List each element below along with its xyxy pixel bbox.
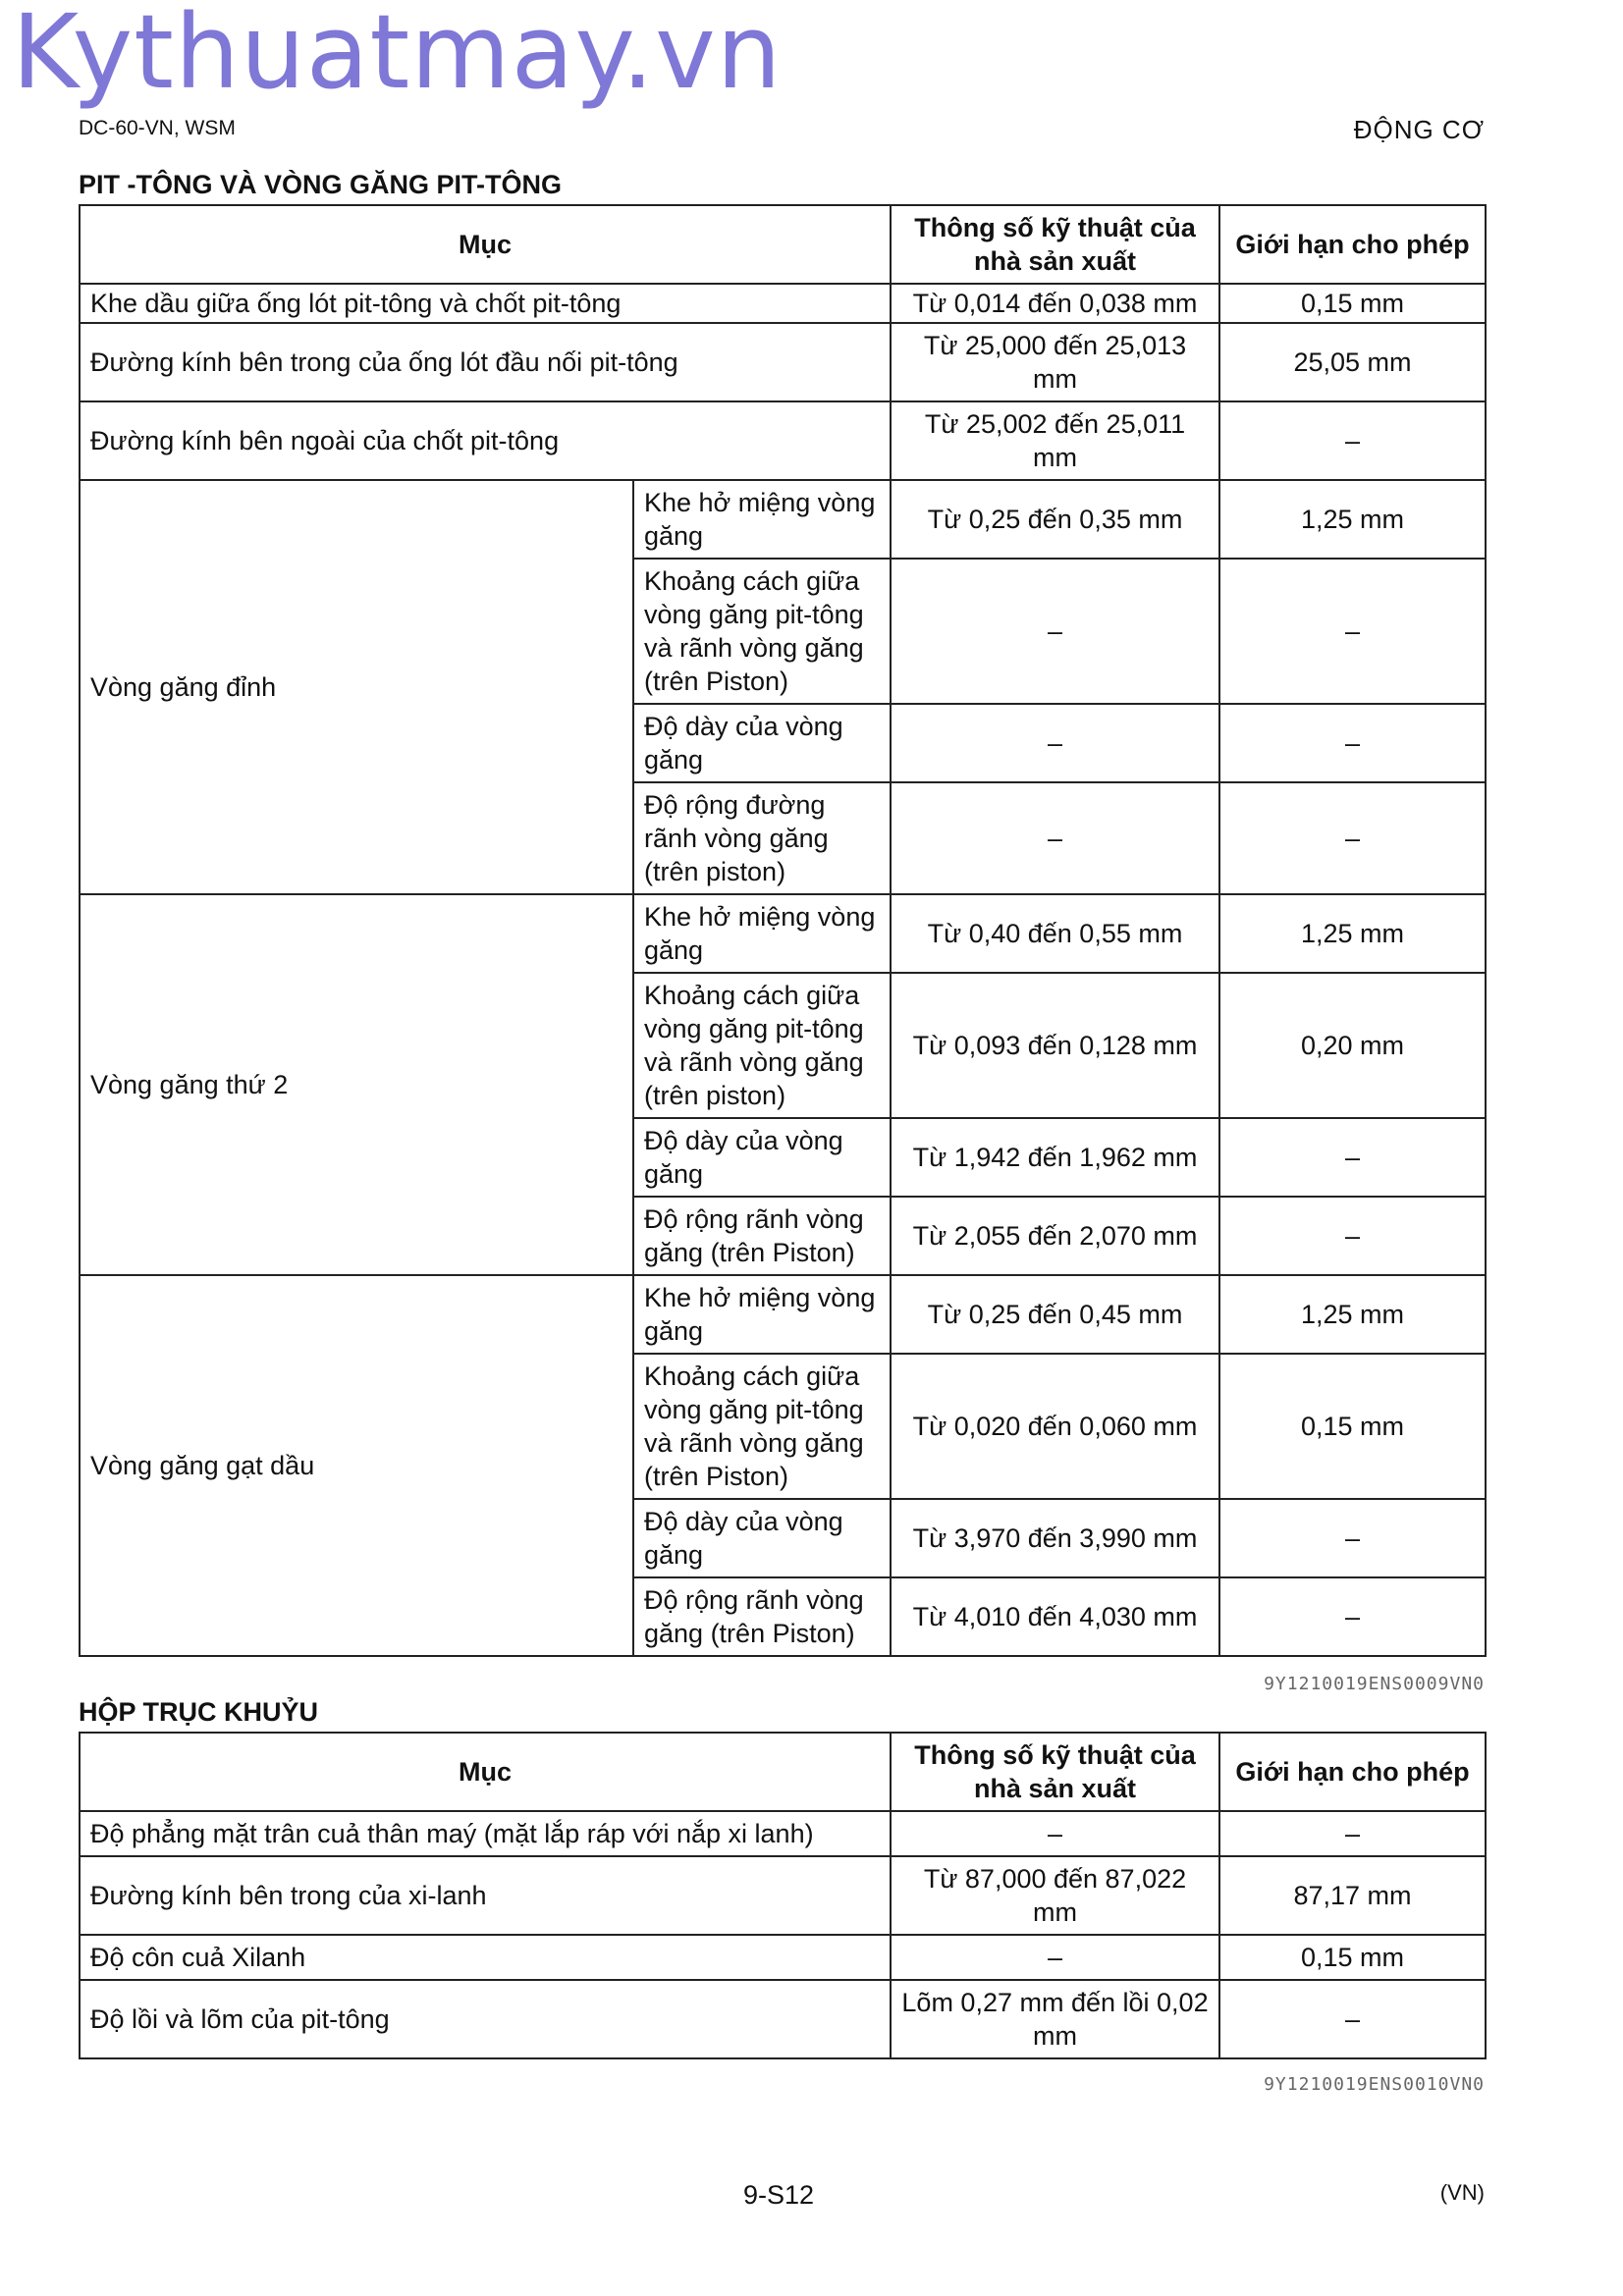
row-item: Độ côn cuả Xilanh <box>80 1935 891 1980</box>
row-item: Khe dầu giữa ống lót pit-tông và chốt pit-tông <box>80 284 891 323</box>
sub-spec: Từ 2,055 đến 2,070 mm <box>891 1197 1219 1275</box>
table-header-row <box>80 1733 1486 1811</box>
sub-limit: – <box>1219 1197 1486 1275</box>
row-item: Độ lồi và lõm của pit-tông <box>80 1980 891 2058</box>
row-limit: 0,15 mm <box>1219 1935 1486 1980</box>
sub-spec: Từ 0,020 đến 0,060 mm <box>891 1354 1219 1499</box>
sub-limit: – <box>1219 782 1486 894</box>
sub-limit: – <box>1219 1577 1486 1656</box>
row-spec: Từ 25,000 đến 25,013 mm <box>891 323 1219 401</box>
table-header-row <box>80 205 1486 284</box>
sub-spec: – <box>891 559 1219 704</box>
table-row <box>80 1935 1486 1980</box>
sub-item: Độ rộng đường rãnh vòng găng (trên piston) <box>633 782 891 894</box>
row-spec: Từ 87,000 đến 87,022 mm <box>891 1856 1219 1935</box>
group-label-second-ring: Vòng găng thứ 2 <box>80 894 633 1275</box>
section1-code: 9Y1210019ENS0009VN0 <box>1264 1674 1485 1694</box>
sub-spec: Từ 0,25 đến 0,45 mm <box>891 1275 1219 1354</box>
sub-item: Khoảng cách giữa vòng găng pit-tông và rãnh vòng găng (trên piston) <box>633 973 891 1118</box>
row-limit: – <box>1219 1980 1486 2058</box>
col-header-spec: Thông số kỹ thuật của nhà sản xuất <box>891 1733 1219 1811</box>
col-header-limit: Giới hạn cho phép <box>1219 1733 1486 1811</box>
col-header-item: Mục <box>80 1733 891 1811</box>
row-limit: 87,17 mm <box>1219 1856 1486 1935</box>
group-label-oil-ring: Vòng găng gạt dầu <box>80 1275 633 1656</box>
sub-limit: – <box>1219 559 1486 704</box>
row-spec: Lõm 0,27 mm đến lồi 0,02 mm <box>891 1980 1219 2058</box>
sub-item: Độ dày của vòng găng <box>633 1118 891 1197</box>
table-row <box>80 1856 1486 1935</box>
table-row <box>80 323 1486 401</box>
sub-item: Độ dày của vòng găng <box>633 1499 891 1577</box>
table-row <box>80 284 1486 323</box>
row-limit: 25,05 mm <box>1219 323 1486 401</box>
row-item: Độ phẳng mặt trân cuả thân maý (mặt lắp ráp với nắp xi lanh) <box>80 1811 891 1856</box>
section-label: ĐỘNG CƠ <box>1353 115 1485 144</box>
page-number: 9-S12 <box>743 2180 815 2210</box>
sub-item: Khoảng cách giữa vòng găng pit-tông và rãnh vòng găng (trên Piston) <box>633 559 891 704</box>
row-item: Đường kính bên trong của xi-lanh <box>80 1856 891 1935</box>
row-spec: – <box>891 1935 1219 1980</box>
row-spec: Từ 25,002 đến 25,011 mm <box>891 401 1219 480</box>
row-spec: Từ 0,014 đến 0,038 mm <box>891 284 1219 323</box>
row-spec: – <box>891 1811 1219 1856</box>
section2-code: 9Y1210019ENS0010VN0 <box>1264 2074 1485 2095</box>
sub-limit: – <box>1219 1118 1486 1197</box>
sub-spec: Từ 0,40 đến 0,55 mm <box>891 894 1219 973</box>
sub-spec: Từ 0,25 đến 0,35 mm <box>891 480 1219 559</box>
group-label-top-ring: Vòng găng đỉnh <box>80 480 633 894</box>
row-limit: – <box>1219 1811 1486 1856</box>
sub-item: Khe hở miệng vòng găng <box>633 480 891 559</box>
sub-limit: 1,25 mm <box>1219 894 1486 973</box>
col-header-limit: Giới hạn cho phép <box>1219 205 1486 284</box>
sub-limit: 0,20 mm <box>1219 973 1486 1118</box>
sub-item: Độ dày của vòng găng <box>633 704 891 782</box>
sub-limit: 0,15 mm <box>1219 1354 1486 1499</box>
col-header-item: Mục <box>80 205 891 284</box>
section1-title: PIT -TÔNG VÀ VÒNG GĂNG PIT-TÔNG <box>79 170 563 199</box>
table-row <box>80 894 1486 973</box>
row-item: Đường kính bên trong của ống lót đầu nối pit-tông <box>80 323 891 401</box>
table-row <box>80 1275 1486 1354</box>
sub-item: Khoảng cách giữa vòng găng pit-tông và rãnh vòng găng (trên Piston) <box>633 1354 891 1499</box>
sub-limit: – <box>1219 704 1486 782</box>
language-label: (VN) <box>1439 2180 1485 2205</box>
table-row <box>80 401 1486 480</box>
col-header-spec: Thông số kỹ thuật của nhà sản xuất <box>891 205 1219 284</box>
sub-item: Độ rộng rãnh vòng găng (trên Piston) <box>633 1577 891 1656</box>
watermark: Kythuatmay.vn <box>12 0 783 112</box>
sub-limit: 1,25 mm <box>1219 480 1486 559</box>
sub-item: Khe hở miệng vòng găng <box>633 1275 891 1354</box>
row-limit: 0,15 mm <box>1219 284 1486 323</box>
sub-spec: – <box>891 704 1219 782</box>
piston-ring-table <box>79 204 1487 1657</box>
sub-spec: Từ 4,010 đến 4,030 mm <box>891 1577 1219 1656</box>
sub-spec: Từ 1,942 đến 1,962 mm <box>891 1118 1219 1197</box>
doc-code: DC-60-VN, WSM <box>79 117 236 139</box>
table-row <box>80 480 1486 559</box>
sub-item: Khe hở miệng vòng găng <box>633 894 891 973</box>
sub-spec: Từ 0,093 đến 0,128 mm <box>891 973 1219 1118</box>
sub-limit: – <box>1219 1499 1486 1577</box>
row-limit: – <box>1219 401 1486 480</box>
table-row <box>80 1811 1486 1856</box>
sub-spec: – <box>891 782 1219 894</box>
crankcase-table <box>79 1732 1487 2059</box>
sub-limit: 1,25 mm <box>1219 1275 1486 1354</box>
section2-title: HỘP TRỤC KHUỶU <box>79 1697 319 1727</box>
sub-spec: Từ 3,970 đến 3,990 mm <box>891 1499 1219 1577</box>
row-item: Đường kính bên ngoài của chốt pit-tông <box>80 401 891 480</box>
table-row <box>80 1980 1486 2058</box>
sub-item: Độ rộng rãnh vòng găng (trên Piston) <box>633 1197 891 1275</box>
